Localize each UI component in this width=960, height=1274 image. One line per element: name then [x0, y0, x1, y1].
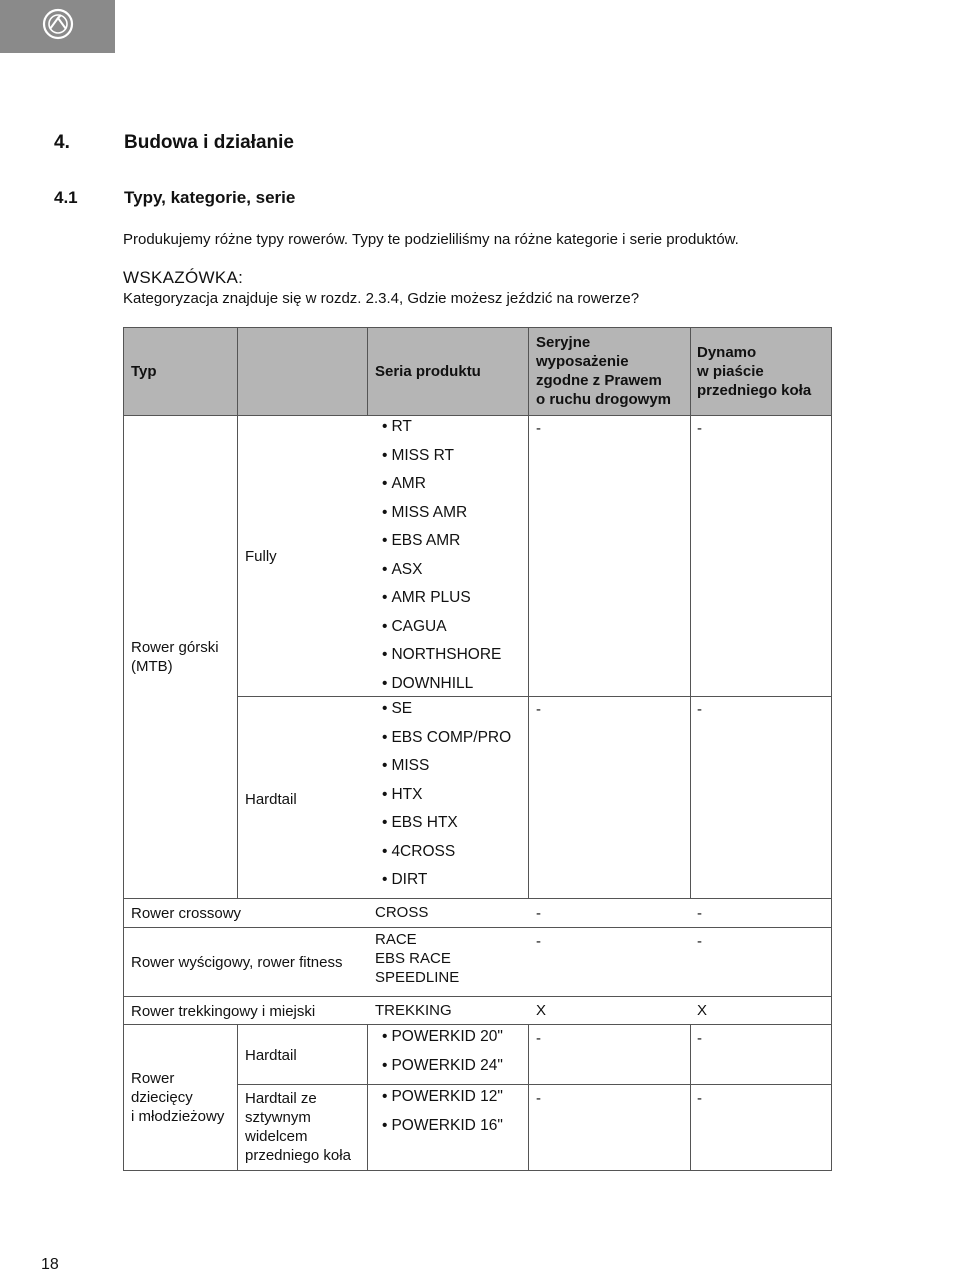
series-race: RACE EBS RACE SPEEDLINE — [375, 931, 460, 986]
series-list-fully — [382, 413, 501, 698]
series-list-hardtail — [382, 695, 511, 895]
series-list-kids-rigid — [382, 1083, 503, 1140]
list-item: • EBS HTX — [382, 809, 511, 838]
list-item: • DOWNHILL — [382, 670, 501, 699]
list-item: • RT — [382, 413, 501, 442]
dynamo-hardtail: - — [697, 701, 702, 718]
category-fully: Fully — [245, 548, 277, 565]
equipment-hardtail: - — [536, 701, 541, 718]
equipment-kids-hardtail: - — [536, 1030, 541, 1047]
subsection-number: 4.1 — [54, 188, 78, 207]
list-item: • MISS RT — [382, 442, 501, 471]
equipment-fully: - — [536, 420, 541, 437]
type-mtb: Rower górski (MTB) — [131, 639, 219, 675]
subsection-title: Typy, kategorie, serie — [124, 188, 296, 207]
list-item: • NORTHSHORE — [382, 641, 501, 670]
section-number: 4. — [54, 132, 70, 153]
dynamo-kids-rigid: - — [697, 1090, 702, 1107]
category-hardtail: Hardtail — [245, 791, 297, 808]
dynamo-race: - — [697, 933, 702, 950]
list-item: • EBS COMP/PRO — [382, 724, 511, 753]
intro-paragraph: Produkujemy różne typy rowerów. Typy te podzieliliśmy na różne kategorie i serie produktów. — [123, 231, 739, 248]
list-item: • DIRT — [382, 866, 511, 895]
list-item: • POWERKID 24" — [382, 1052, 503, 1081]
equipment-race: - — [536, 933, 541, 950]
equipment-cross: - — [536, 905, 541, 922]
equipment-kids-rigid: - — [536, 1090, 541, 1107]
list-item: • MISS — [382, 752, 511, 781]
list-item: • MISS AMR — [382, 499, 501, 528]
list-item: • 4CROSS — [382, 838, 511, 867]
list-item: • POWERKID 20" — [382, 1023, 503, 1052]
list-item: • CAGUA — [382, 613, 501, 642]
bicycle-circle-icon — [41, 7, 75, 46]
list-item: • EBS AMR — [382, 527, 501, 556]
header-tab — [0, 0, 115, 53]
category-kids-hardtail: Hardtail — [245, 1047, 297, 1064]
dynamo-cross: - — [697, 905, 702, 922]
hint-label: WSKAZÓWKA: — [123, 268, 244, 287]
series-cross: CROSS — [375, 904, 429, 921]
equipment-trekking: X — [536, 1002, 547, 1019]
dynamo-kids-hardtail: - — [697, 1030, 702, 1047]
list-item: • POWERKID 12" — [382, 1083, 503, 1112]
page-number: 18 — [41, 1256, 59, 1273]
category-kids-rigid: Hardtail ze sztywnym widelcem przedniego koła — [245, 1090, 351, 1164]
list-item: • SE — [382, 695, 511, 724]
list-item: • HTX — [382, 781, 511, 810]
dynamo-trekking: X — [697, 1002, 708, 1019]
header-series: Seria produktu — [375, 363, 481, 380]
type-trekking: Rower trekkingowy i miejski — [131, 1003, 316, 1020]
series-trekking: TREKKING — [375, 1002, 452, 1019]
list-item: • ASX — [382, 556, 501, 585]
dynamo-fully: - — [697, 420, 702, 437]
series-list-kids-hardtail — [382, 1023, 503, 1080]
header-dynamo: Dynamo w piaście przedniego koła — [697, 344, 812, 399]
section-title: Budowa i działanie — [124, 132, 294, 153]
list-item: • AMR — [382, 470, 501, 499]
type-race: Rower wyścigowy, rower fitness — [131, 954, 343, 971]
header-equipment: Seryjne wyposażenie zgodne z Prawem o ruchu drogowym — [536, 334, 671, 408]
list-item: • POWERKID 16" — [382, 1112, 503, 1141]
type-cross: Rower crossowy — [131, 905, 242, 922]
list-item: • AMR PLUS — [382, 584, 501, 613]
hint-text: Kategoryzacja znajduje się w rozdz. 2.3.4, Gdzie możesz jeździć na rowerze? — [123, 290, 640, 307]
type-kids: Rower dziecięcy i młodzieżowy — [131, 1070, 225, 1125]
header-type: Typ — [131, 363, 157, 380]
